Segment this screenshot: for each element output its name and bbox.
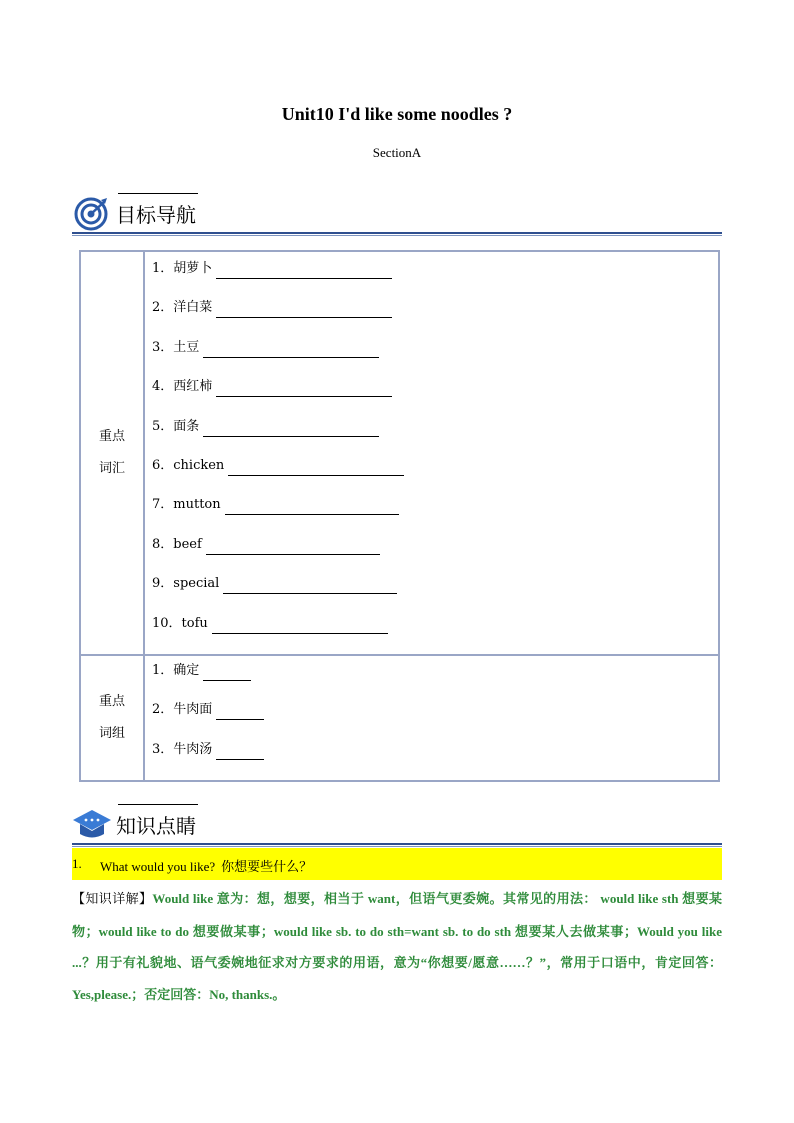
table-row-vocab [80,251,719,655]
answer-blank[interactable] [212,618,388,634]
item-label: 9．special [152,576,220,592]
point-number: 1. [72,856,82,871]
answer-blank[interactable] [216,263,392,279]
item-label: 5．面条 [152,418,200,434]
section-label-knowledge: 知识点睛 [116,814,196,838]
answer-blank[interactable] [203,342,379,358]
knowledge-point-1 [72,848,722,880]
category-label-line2: 词汇 [98,460,125,476]
header-rule-thin [72,846,722,847]
detail-tag: 【知识详解】 [72,892,153,907]
items-cell-phrases [144,655,719,781]
answer-blank[interactable] [203,665,251,681]
list-item [152,377,717,416]
answer-blank[interactable] [216,744,264,760]
section-label-goal: 目标导航 [116,203,196,227]
list-item [152,338,717,377]
document-subtitle: SectionA [372,145,422,160]
phrase-item-list [146,657,717,779]
point-question-en: What would you like? [100,859,216,874]
vocab-table [79,250,720,782]
item-label: 10．tofu [152,615,208,631]
point-question-zh: 你想要些什么？ [221,860,313,875]
answer-blank[interactable] [223,578,397,594]
answer-blank[interactable] [203,421,379,437]
list-item [152,700,717,739]
category-label-line2: 词组 [98,725,125,741]
header-top-line [118,193,198,194]
item-label: 6．chicken [152,457,225,473]
item-label: 3．土豆 [152,339,200,355]
answer-blank[interactable] [216,381,392,397]
item-label: 3．牛肉汤 [152,741,213,757]
answer-blank[interactable] [216,302,392,318]
header-top-line [118,804,198,805]
answer-blank[interactable] [216,704,264,720]
detail-text: Would like 意为：想，想要，相当于 want，但语气更委婉。其常见的用法： would like sth 想要某物；would like to do 想要做某事；would like sb. to do sth=want sb. to do sth 想要某人去做某事；Would you like ...？用于有礼貌地、语气委婉地征求对方要求的用语，意为“你想要/愿意……？”，常用于口语中，肯定回答：Yes,please.；否定回答：No, thanks.。 [72,891,722,1002]
category-label-line1: 重点 [98,693,125,709]
category-cell-phrases [80,655,144,781]
list-item [152,298,717,337]
vocab-item-list [146,253,717,653]
item-label: 4．西红柿 [152,379,213,395]
section-header-goal [72,193,722,235]
knowledge-detail [72,883,722,1010]
list-item [152,535,717,574]
list-item [152,614,717,653]
header-rule [72,232,722,234]
answer-blank[interactable] [228,460,404,476]
header-rule-thin [72,235,722,236]
header-rule [72,843,722,845]
item-label: 1．确定 [152,662,200,678]
item-label: 2．洋白菜 [152,300,213,316]
item-label: 1．胡萝卜 [152,261,213,276]
list-item [152,417,717,456]
item-label: 2．牛肉面 [152,702,213,718]
category-label-line1: 重点 [98,428,125,444]
table-row-phrases [80,655,719,781]
category-cell-vocab [80,251,144,655]
document-title: Unit10 I'd like some noodles ? [281,104,513,124]
list-item [152,574,717,613]
item-label: 7．mutton [152,497,221,513]
list-item [152,740,717,779]
answer-blank[interactable] [225,499,399,515]
list-item [152,456,717,495]
answer-blank[interactable] [206,539,380,555]
list-item [152,259,717,298]
graduation-cap-icon [72,808,112,842]
items-cell-vocab [144,251,719,655]
list-item [152,661,717,700]
item-label: 8．beef [152,536,202,552]
list-item [152,495,717,534]
point-question [100,856,312,875]
section-header-knowledge [72,804,722,846]
target-icon [74,197,108,231]
